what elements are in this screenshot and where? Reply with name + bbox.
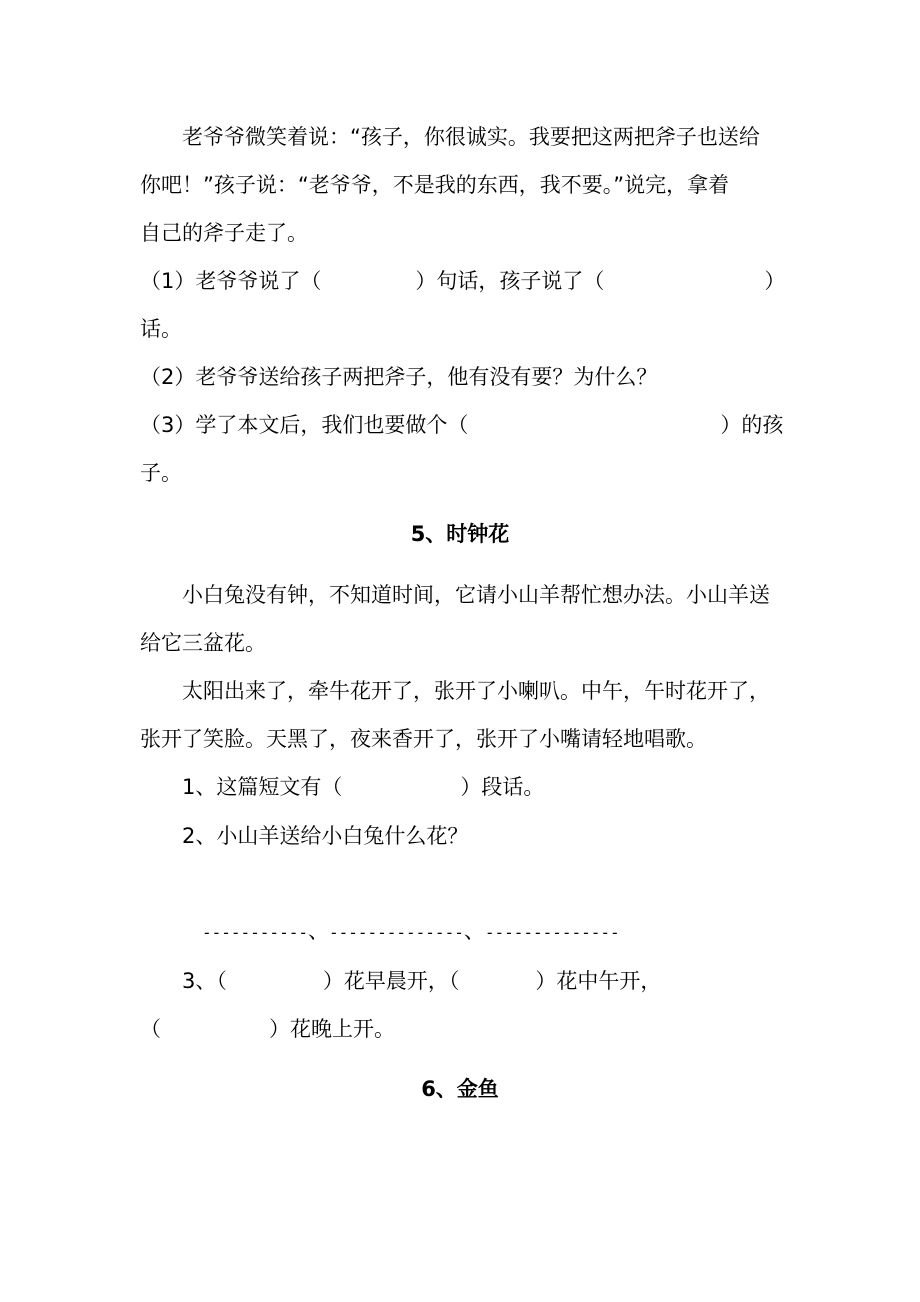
- question-text: （1）老爷爷说了（: [140, 269, 322, 293]
- question-text: ）句话，孩子说了（: [415, 269, 605, 293]
- question-4-1-cont: 话。: [140, 317, 182, 341]
- question-text: ）花早晨开，（: [322, 969, 460, 993]
- question-4-3: [140, 410, 783, 440]
- question-text: （: [140, 1017, 161, 1041]
- separator: 、: [463, 919, 485, 943]
- question-text: （3）学了本文后，我们也要做个（: [140, 413, 469, 437]
- question-text: 1、这篇短文有（: [182, 775, 343, 799]
- question-text: ）的孩: [720, 413, 784, 437]
- question-text: ）花晚上开。: [269, 1017, 395, 1041]
- section-5-question-3: [182, 966, 661, 996]
- question-text: ）: [764, 269, 786, 293]
- answer-blank-line[interactable]: -----------: [202, 923, 308, 942]
- question-4-2: （2）老爷爷送给孩子两把斧子，他有没有要？为什么？: [140, 365, 658, 389]
- answer-blank-line[interactable]: --------------: [484, 923, 620, 942]
- section-5-title: 5、时钟花: [410, 522, 510, 546]
- section-5-question-3-cont: [140, 1014, 395, 1044]
- section-5-paragraph-2-line-2: 张开了笑脸。天黑了，夜来香开了，张开了小嘴请轻地唱歌。: [140, 727, 707, 751]
- question-text: ）段话。: [460, 775, 545, 799]
- section-5-paragraph-1-line-1: 小白兔没有钟，不知道时间，它请小山羊帮忙想办法。小山羊送: [182, 583, 770, 607]
- section-5-question-2: 2、小山羊送给小白兔什么花？: [182, 824, 469, 848]
- question-text: ）花中午开，: [535, 969, 662, 993]
- question-4-3-cont: 子。: [140, 461, 182, 485]
- passage-line-2: 你吧！”孩子说：“老爷爷，不是我的东西，我不要。”说完，拿着: [140, 173, 730, 197]
- answer-blank-line[interactable]: --------------: [328, 923, 464, 942]
- section-5-answer-blanks: [202, 916, 620, 948]
- section-5-paragraph-1-line-2: 给它三盆花。: [140, 631, 266, 655]
- question-text: 3、（: [182, 969, 227, 993]
- separator: 、: [307, 919, 329, 943]
- section-6-title: 6、金鱼: [421, 1077, 499, 1101]
- passage-line-1: 老爷爷微笑着说：“孩子，你很诚实。我要把这两把斧子也送给: [182, 125, 760, 149]
- section-5-question-1: [182, 772, 544, 802]
- passage-line-3: 自己的斧子走了。: [140, 221, 308, 245]
- question-4-1: [140, 266, 785, 296]
- section-5-paragraph-2-line-1: 太阳出来了，牵牛花开了，张开了小喇叭。中午，午时花开了，: [182, 679, 770, 703]
